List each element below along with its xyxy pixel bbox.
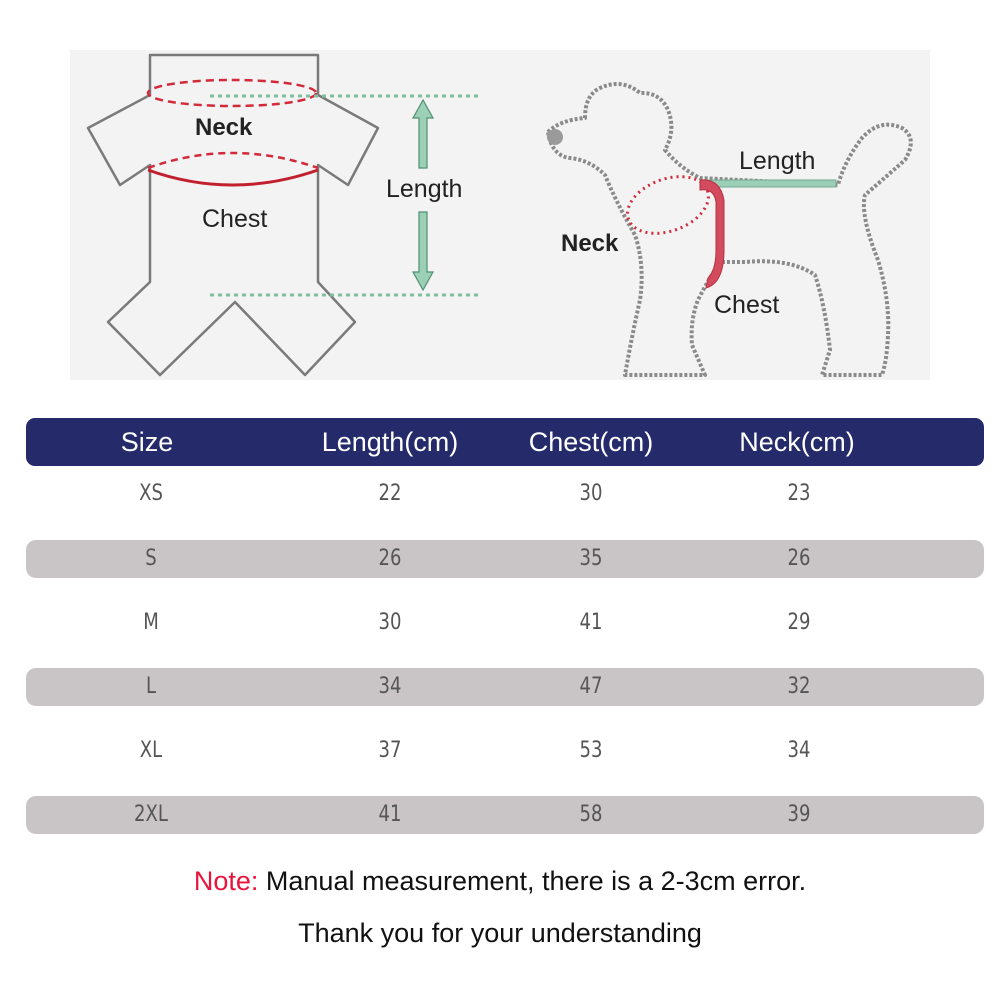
header-size: Size [120,427,174,457]
header-neck: Neck(cm) [739,427,855,457]
cell-length: 30 [378,610,402,635]
cell-length: 37 [378,738,402,763]
cell-neck: 23 [787,481,811,506]
cell-chest: 30 [579,481,603,506]
thank-you-text: Thank you for your understanding [298,918,702,948]
cell-size: S [145,546,157,571]
cell-size: M [143,610,159,635]
cell-neck: 39 [787,802,811,827]
table-row [26,796,984,834]
cell-size: 2XL [134,802,168,827]
table-row [26,604,984,642]
cell-length: 26 [378,546,402,571]
dog-chest-label: Chest [714,291,780,319]
shirt-length-label: Length [386,175,463,203]
cell-size: XS [139,481,163,506]
table-row [26,732,984,770]
cell-size: L [145,674,157,699]
dog-length-label: Length [739,147,816,175]
cell-neck: 32 [787,674,811,699]
cell-chest: 41 [579,610,603,635]
size-table-header [26,418,984,466]
cell-length: 41 [378,802,402,827]
measurement-diagram [0,0,1000,400]
dog-neck-label: Neck [561,230,619,257]
cell-chest: 58 [579,802,603,827]
cell-size: XL [139,738,163,763]
cell-chest: 53 [579,738,603,763]
shirt-chest-label: Chest [202,205,268,233]
cell-chest: 35 [579,546,603,571]
dog-length-measure [708,180,836,187]
shirt-neck-measure [148,80,316,106]
cell-neck: 29 [787,610,811,635]
shirt-neck-label: Neck [195,114,253,141]
shirt-chest-measure-back [148,153,318,168]
cell-neck: 26 [787,546,811,571]
table-row [26,668,984,706]
cell-length: 22 [378,481,402,506]
note-label: Note: [193,866,259,896]
dog-chest-measure [700,180,724,288]
cell-neck: 34 [787,738,811,763]
header-chest: Chest(cm) [528,427,654,457]
dog-nose-icon [547,129,563,145]
table-row [26,540,984,578]
shirt-chest-measure-front [148,170,318,185]
cell-length: 34 [378,674,402,699]
header-length: Length(cm) [321,427,459,457]
table-row [26,475,984,513]
measurement-note [0,866,1000,897]
cell-chest: 47 [579,674,603,699]
note-text: Manual measurement, there is a 2-3cm error. [258,866,807,896]
